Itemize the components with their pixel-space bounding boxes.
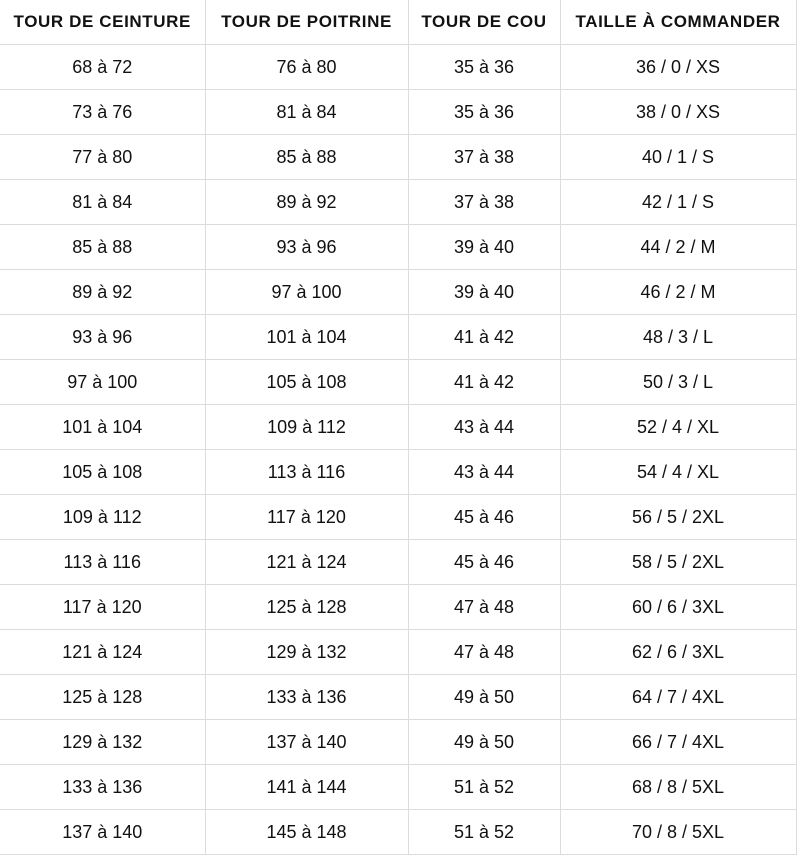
cell-chest: 101 à 104 xyxy=(205,315,408,360)
cell-size: 56 / 5 / 2XL xyxy=(560,495,796,540)
cell-chest: 129 à 132 xyxy=(205,630,408,675)
cell-size: 38 / 0 / XS xyxy=(560,90,796,135)
cell-chest: 141 à 144 xyxy=(205,765,408,810)
cell-neck: 39 à 40 xyxy=(408,225,560,270)
cell-chest: 145 à 148 xyxy=(205,810,408,855)
table-row xyxy=(0,495,796,540)
cell-waist: 109 à 112 xyxy=(0,495,205,540)
cell-chest: 133 à 136 xyxy=(205,675,408,720)
cell-size: 52 / 4 / XL xyxy=(560,405,796,450)
cell-waist: 113 à 116 xyxy=(0,540,205,585)
table-row xyxy=(0,720,796,765)
cell-waist: 89 à 92 xyxy=(0,270,205,315)
cell-waist: 101 à 104 xyxy=(0,405,205,450)
cell-chest: 137 à 140 xyxy=(205,720,408,765)
cell-neck: 35 à 36 xyxy=(408,45,560,90)
cell-waist: 85 à 88 xyxy=(0,225,205,270)
header-chest: TOUR DE POITRINE xyxy=(205,0,408,45)
cell-neck: 41 à 42 xyxy=(408,360,560,405)
cell-size: 58 / 5 / 2XL xyxy=(560,540,796,585)
table-row xyxy=(0,540,796,585)
cell-size: 50 / 3 / L xyxy=(560,360,796,405)
cell-waist: 68 à 72 xyxy=(0,45,205,90)
cell-neck: 49 à 50 xyxy=(408,720,560,765)
cell-neck: 45 à 46 xyxy=(408,495,560,540)
cell-waist: 81 à 84 xyxy=(0,180,205,225)
cell-size: 60 / 6 / 3XL xyxy=(560,585,796,630)
cell-neck: 49 à 50 xyxy=(408,675,560,720)
cell-neck: 47 à 48 xyxy=(408,585,560,630)
cell-chest: 113 à 116 xyxy=(205,450,408,495)
cell-waist: 97 à 100 xyxy=(0,360,205,405)
cell-waist: 137 à 140 xyxy=(0,810,205,855)
cell-waist: 117 à 120 xyxy=(0,585,205,630)
table-row xyxy=(0,630,796,675)
cell-neck: 51 à 52 xyxy=(408,810,560,855)
cell-size: 68 / 8 / 5XL xyxy=(560,765,796,810)
cell-size: 36 / 0 / XS xyxy=(560,45,796,90)
table-row xyxy=(0,810,796,855)
cell-neck: 45 à 46 xyxy=(408,540,560,585)
table-row xyxy=(0,765,796,810)
cell-size: 40 / 1 / S xyxy=(560,135,796,180)
cell-waist: 77 à 80 xyxy=(0,135,205,180)
header-row xyxy=(0,0,796,45)
table-row xyxy=(0,270,796,315)
table-row xyxy=(0,135,796,180)
cell-size: 66 / 7 / 4XL xyxy=(560,720,796,765)
header-waist: TOUR DE CEINTURE xyxy=(0,0,205,45)
cell-chest: 85 à 88 xyxy=(205,135,408,180)
cell-neck: 37 à 38 xyxy=(408,180,560,225)
cell-waist: 105 à 108 xyxy=(0,450,205,495)
cell-waist: 125 à 128 xyxy=(0,675,205,720)
cell-waist: 133 à 136 xyxy=(0,765,205,810)
table-row xyxy=(0,90,796,135)
table-row xyxy=(0,180,796,225)
cell-size: 48 / 3 / L xyxy=(560,315,796,360)
cell-chest: 125 à 128 xyxy=(205,585,408,630)
cell-neck: 47 à 48 xyxy=(408,630,560,675)
cell-size: 42 / 1 / S xyxy=(560,180,796,225)
table-row xyxy=(0,405,796,450)
table-row xyxy=(0,45,796,90)
cell-chest: 105 à 108 xyxy=(205,360,408,405)
cell-neck: 39 à 40 xyxy=(408,270,560,315)
cell-size: 62 / 6 / 3XL xyxy=(560,630,796,675)
cell-chest: 76 à 80 xyxy=(205,45,408,90)
cell-neck: 41 à 42 xyxy=(408,315,560,360)
cell-neck: 51 à 52 xyxy=(408,765,560,810)
cell-chest: 97 à 100 xyxy=(205,270,408,315)
cell-size: 70 / 8 / 5XL xyxy=(560,810,796,855)
header-neck: TOUR DE COU xyxy=(408,0,560,45)
table-row xyxy=(0,450,796,495)
cell-waist: 129 à 132 xyxy=(0,720,205,765)
table-row xyxy=(0,225,796,270)
cell-size: 64 / 7 / 4XL xyxy=(560,675,796,720)
header-size-to-order: TAILLE À COMMANDER xyxy=(560,0,796,45)
cell-chest: 121 à 124 xyxy=(205,540,408,585)
cell-neck: 43 à 44 xyxy=(408,450,560,495)
cell-neck: 43 à 44 xyxy=(408,405,560,450)
table-row xyxy=(0,315,796,360)
cell-size: 54 / 4 / XL xyxy=(560,450,796,495)
cell-chest: 93 à 96 xyxy=(205,225,408,270)
cell-size: 46 / 2 / M xyxy=(560,270,796,315)
table-row xyxy=(0,675,796,720)
cell-chest: 81 à 84 xyxy=(205,90,408,135)
cell-neck: 37 à 38 xyxy=(408,135,560,180)
cell-chest: 109 à 112 xyxy=(205,405,408,450)
cell-chest: 117 à 120 xyxy=(205,495,408,540)
cell-neck: 35 à 36 xyxy=(408,90,560,135)
cell-waist: 73 à 76 xyxy=(0,90,205,135)
cell-waist: 93 à 96 xyxy=(0,315,205,360)
cell-waist: 121 à 124 xyxy=(0,630,205,675)
table-row xyxy=(0,585,796,630)
cell-chest: 89 à 92 xyxy=(205,180,408,225)
cell-size: 44 / 2 / M xyxy=(560,225,796,270)
table-row xyxy=(0,360,796,405)
